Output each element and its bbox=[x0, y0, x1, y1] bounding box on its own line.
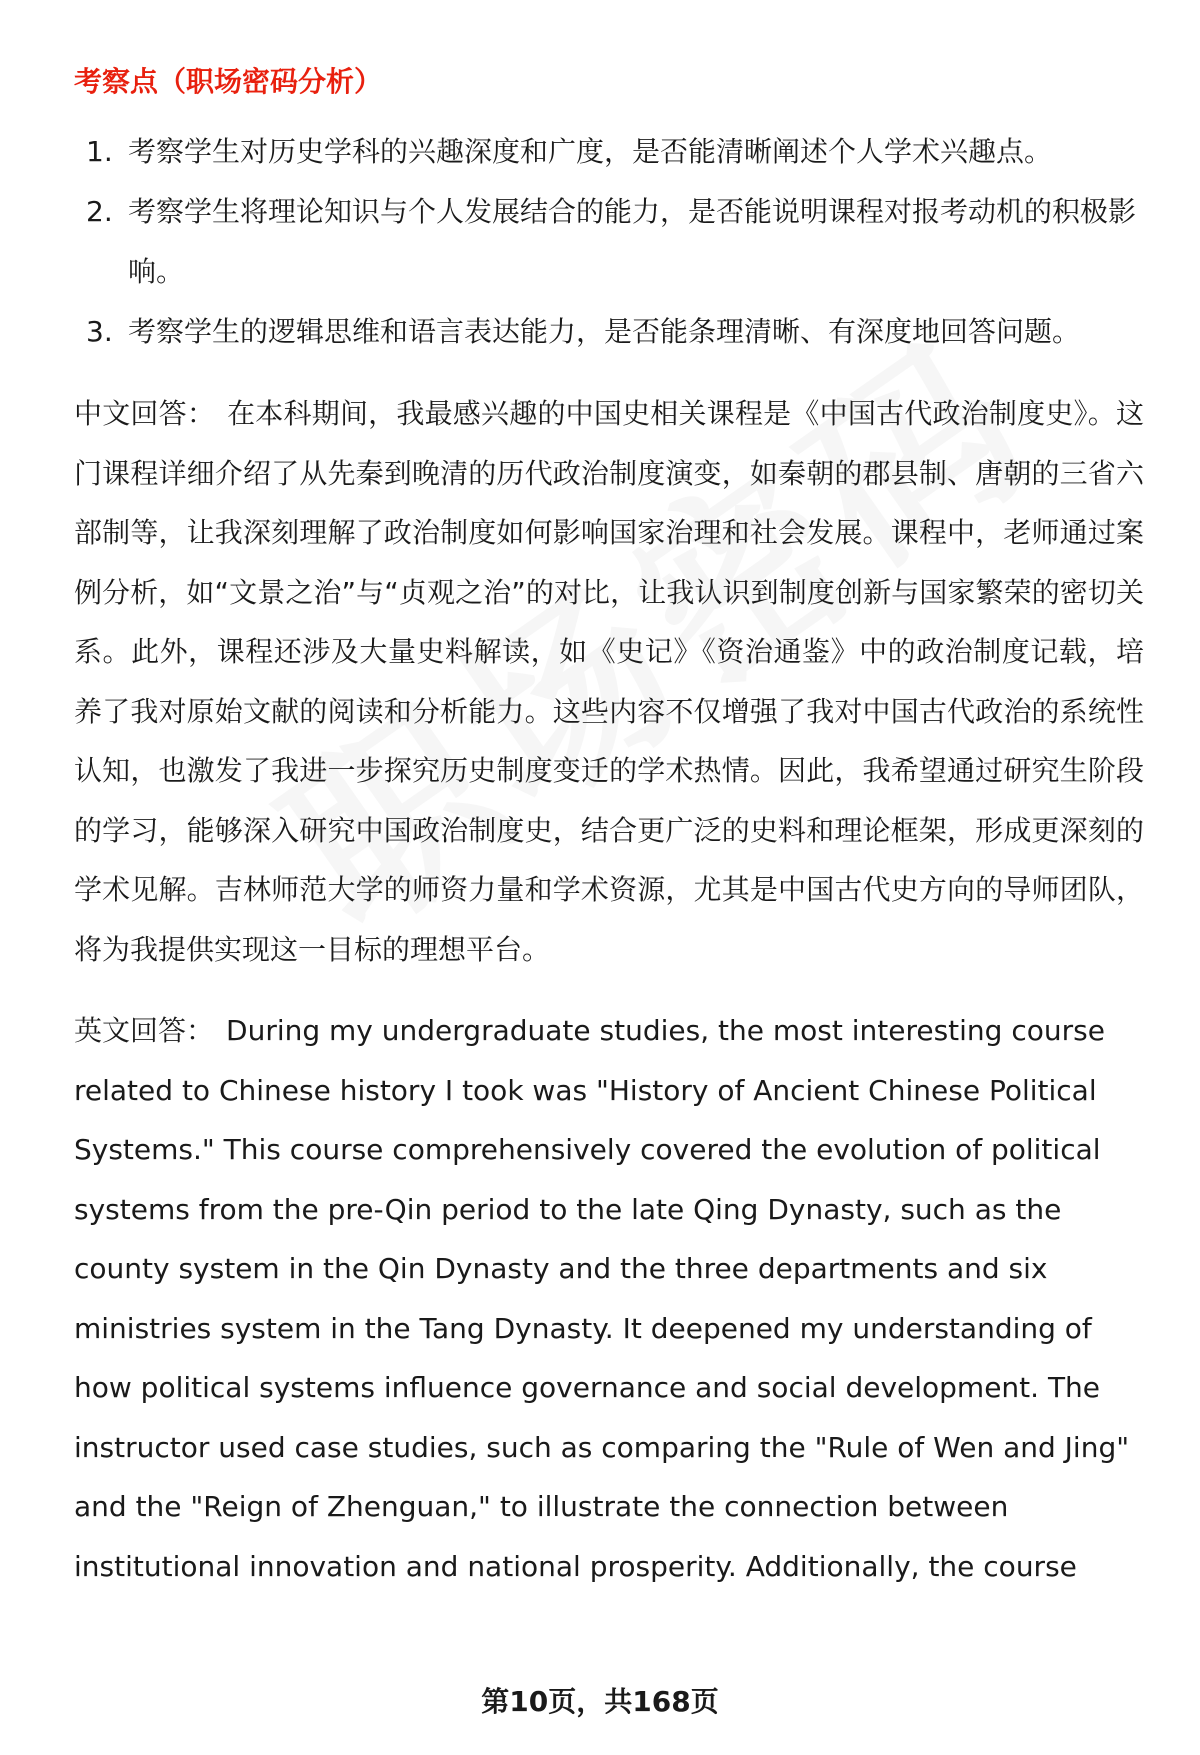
list-item-text: 考察学生将理论知识与个人发展结合的能力，是否能说明课程对报考动机的积极影响。 bbox=[128, 195, 1137, 288]
section-heading: 考察点（职场密码分析） bbox=[74, 65, 383, 98]
list-item-text: 考察学生对历史学科的兴趣深度和广度，是否能清晰阐述个人学术兴趣点。 bbox=[128, 135, 1053, 168]
list-item-number: 2. bbox=[86, 195, 113, 228]
list-item bbox=[74, 122, 1144, 182]
english-answer-label: 英文回答： bbox=[74, 1014, 215, 1047]
list-item-text: 考察学生的逻辑思维和语言表达能力，是否能条理清晰、有深度地回答问题。 bbox=[128, 315, 1081, 348]
list-item-number: 3. bbox=[86, 315, 113, 348]
document-body bbox=[74, 58, 1144, 1596]
chinese-answer-paragraph bbox=[74, 384, 1144, 979]
english-answer-text: During my undergraduate studies, the most interesting course related to Chinese history I took was "History of Ancient Chinese Political Systems." This course comprehensively covered the evolution of political systems from the pre-Qin period to the late Qing Dynasty, such as the county system in the Qin Dynasty and the three departments and six ministries system in the Tang Dynasty. It deepened my understanding of how political systems influence governance and social development. The instructor used case studies, such as comparing the "Rule of Wen and Jing" and the "Reign of Zhenguan," to illustrate the connection between institutional innovation and national prosperity. Additionally, the course bbox=[74, 1014, 1130, 1583]
assessment-points-list bbox=[74, 122, 1144, 362]
chinese-answer-label: 中文回答： bbox=[74, 397, 216, 430]
english-answer-paragraph bbox=[74, 1001, 1144, 1596]
list-item-number: 1. bbox=[86, 135, 113, 168]
page-number: 第10页，共168页 bbox=[481, 1685, 719, 1718]
list-item bbox=[74, 302, 1144, 362]
chinese-answer-text: 在本科期间，我最感兴趣的中国史相关课程是《中国古代政治制度史》。这门课程详细介绍了从先秦到晚清的历代政治制度演变，如秦朝的郡县制、唐朝的三省六部制等，让我深刻理解了政治制度如何影响国家治理和社会发展。课程中，老师通过案例分析，如“文景之治”与“贞观之治”的对比，让我认识到制度创新与国家繁荣的密切关系。此外，课程还涉及大量史料解读，如《史记》《资治通鉴》中的政治制度记载，培养了我对原始文献的阅读和分析能力。这些内容不仅增强了我对中国古代政治的系统性认知，也激发了我进一步探究历史制度变迁的学术热情。因此，我希望通过研究生阶段的学习，能够深入研究中国政治制度史，结合更广泛的史料和理论框架，形成更深刻的学术见解。吉林师范大学的师资力量和学术资源，尤其是中国古代史方向的导师团队，将为我提供实现这一目标的理想平台。 bbox=[74, 397, 1144, 966]
list-item bbox=[74, 182, 1144, 302]
